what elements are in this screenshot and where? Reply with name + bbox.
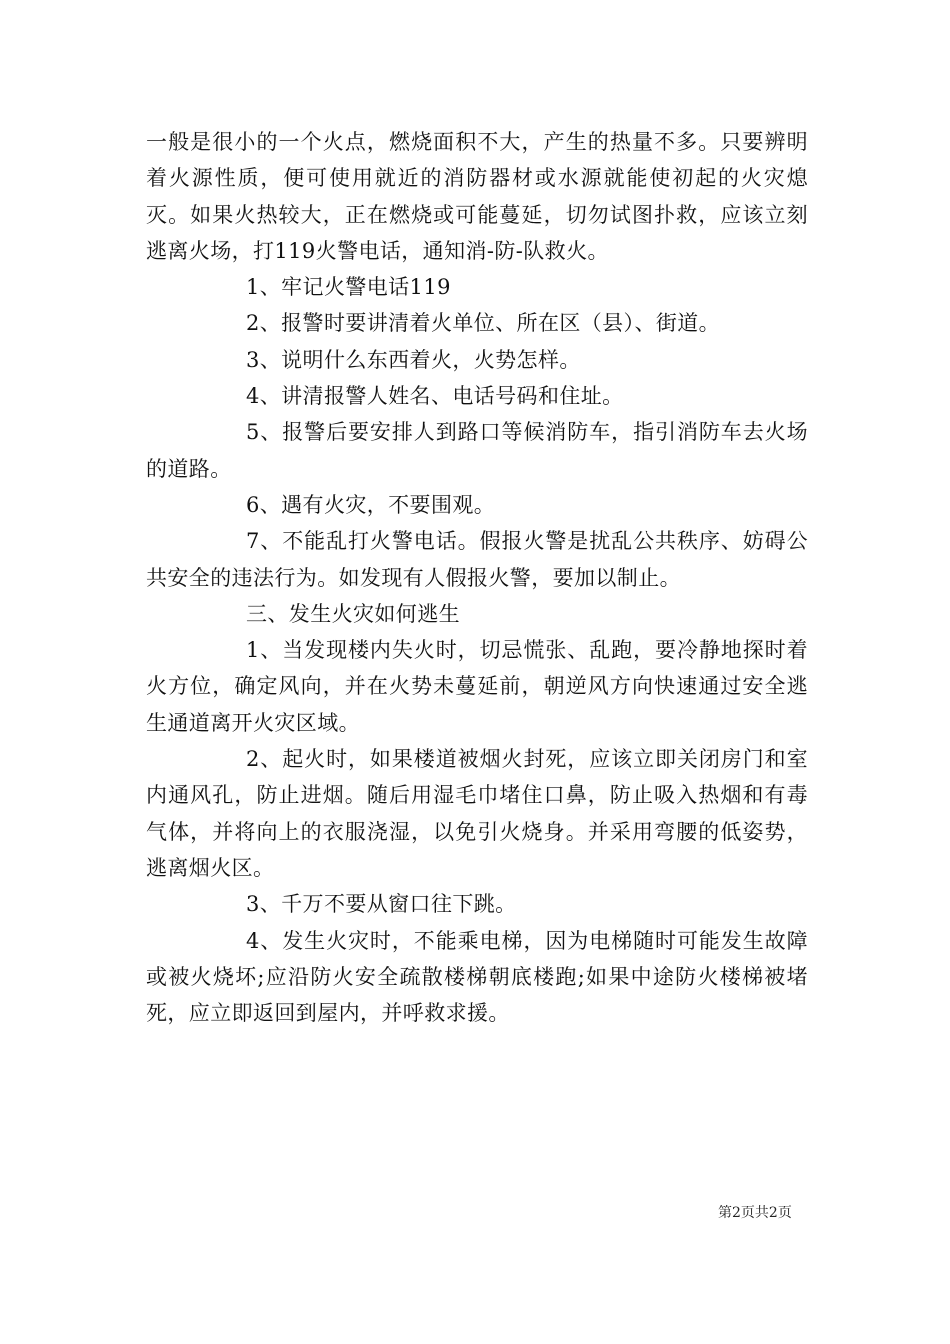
list-item-escape-3: 3、千万不要从窗口往下跳。 (246, 892, 517, 917)
list-item-describe-fire: 3、说明什么东西着火，火势怎样。 (246, 347, 581, 372)
document-body (146, 124, 808, 1031)
list-item-guide-truck: 5、报警后要安排人到路口等候消防车，指引消防车去火场的道路。 (146, 420, 808, 481)
list-item-escape-4: 4、发生火灾时，不能乘电梯，因为电梯随时可能发生故障或被火烧坏;应沿防火安全疏散楼梯朝底楼跑;如果中途防火楼梯被堵死，应立即返回到屋内，并呼救求援。 (146, 928, 808, 1026)
list-item-caller-info: 4、讲清报警人姓名、电话号码和住址。 (246, 384, 624, 409)
section-heading-escape: 三、发生火灾如何逃生 (246, 601, 460, 626)
list-item-escape-2: 2、起火时，如果楼道被烟火封死，应该立即关闭房门和室内通风孔，防止进烟。随后用湿毛巾堵住口鼻，防止吸入热烟和有毒气体，并将向上的衣服浇湿，以免引火烧身。并采用弯腰的低姿势，逃离烟火区。 (146, 747, 808, 880)
list-item-no-false-alarm: 7、不能乱打火警电话。假报火警是扰乱公共秩序、妨碍公共安全的违法行为。如发现有人假报火警，要加以制止。 (146, 529, 808, 590)
list-item-escape-1: 1、当发现楼内失火时，切忌慌张、乱跑，要冷静地探时着火方位，确定风向，并在火势未蔓延前，朝逆风方向快速通过安全逃生通道离开火灾区域。 (146, 638, 808, 735)
page-footer: 第2页共2页 (718, 1205, 792, 1221)
list-item-report-location: 2、报警时要讲清着火单位、所在区（县）、街道。 (246, 311, 721, 336)
list-item-no-onlooking: 6、遇有火灾，不要围观。 (246, 492, 496, 517)
list-item-remember-119: 1、牢记火警电话119 (246, 275, 451, 300)
paragraph-fire-intro: 一般是很小的一个火点，燃烧面积不大，产生的热量不多。只要辨明着火源性质，便可使用就近的消防器材或水源就能使初起的火灾熄灭。如果火热较大，正在燃烧或可能蔓延，切勿试图扑救，应该立刻逃离火场，打119火警电话，通知消-防-队救火。 (146, 130, 808, 263)
